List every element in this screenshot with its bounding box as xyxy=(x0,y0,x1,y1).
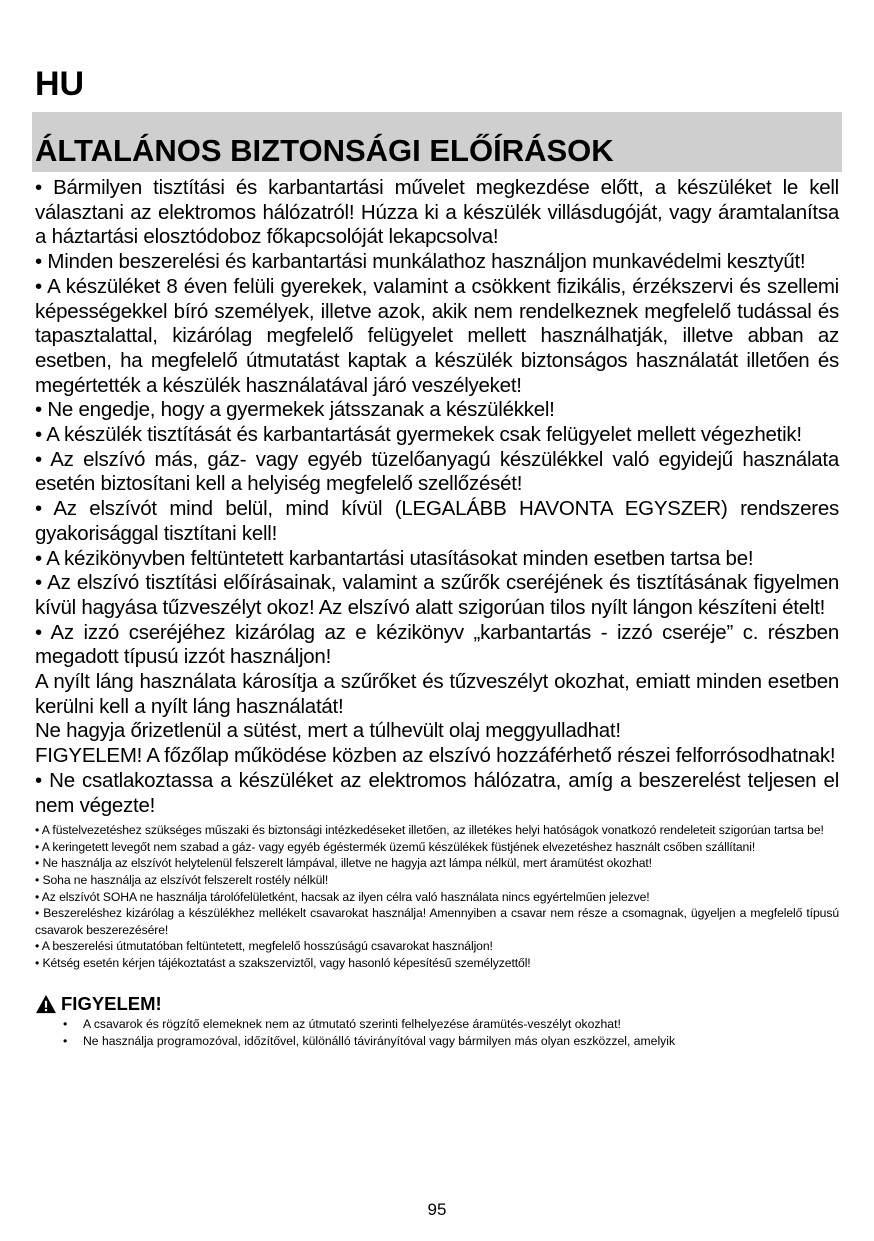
warning-heading: FIGYELEM! xyxy=(61,992,162,1014)
paragraph: • Az elszívó tisztítási előírásainak, valamint a szűrők cseréjének és tisztításának figyelmen kívül hagyása tűzveszélyt okoz! Az elszívó alatt szigorúan tilos nyílt lángon készíteni ételt! xyxy=(35,571,839,619)
small-paragraph: • Soha ne használja az elszívót felszerelt rostély nélkül! xyxy=(35,873,329,888)
small-paragraph: • Kétség esetén kérjen tájékoztatást a szakszerviztől, vagy hasonló képesítésű személyzettől! xyxy=(35,956,531,971)
small-paragraphs xyxy=(35,822,839,971)
section-title: ÁLTALÁNOS BIZTONSÁGI ELŐÍRÁSOK xyxy=(35,133,614,168)
paragraph: • Ne csatlakoztassa a készüléket az elektromos hálózatra, amíg a beszerelést teljesen el nem végezte! xyxy=(35,768,839,817)
small-paragraph: • A keringetett levegőt nem szabad a gáz- vagy egyéb égéstermék üzemű készülékek füstjének elvezetéshez használt csőben szállítani! xyxy=(35,839,756,854)
warning-item-text: A csavarok és rögzítő elemeknek nem az útmutató szerinti felhelyezése áramütés-veszélyt okozhat! xyxy=(83,1016,621,1031)
paragraph: • Az izzó cseréjéhez kizárólag az e kézikönyv „karbantartás - izzó cseréje” c. részben megadott típusú izzót használjon! xyxy=(35,620,839,669)
paragraph: • Az elszívó más, gáz- vagy egyéb tüzelőanyagú készülékkel való egyidejű használata esetén biztosítani kell a helyiség megfelelő szellőzését! xyxy=(35,447,839,496)
page-number: 95 xyxy=(427,1200,447,1219)
paragraph: FIGYELEM! A főzőlap működése közben az elszívó hozzáférhető részei felforrósodhatnak! xyxy=(35,744,836,768)
paragraph: • Minden beszerelési és karbantartási munkálathoz használjon munkavédelmi kesztyűt! xyxy=(35,250,806,274)
bullet: • xyxy=(63,1016,68,1031)
small-paragraph: • Az elszívót SOHA ne használja tárolófelületként, hacsak az ilyen célra való használata nincs egyértelműen jelezve! xyxy=(35,889,650,904)
paragraph: • A kézikönyvben feltüntetett karbantartási utasításokat minden esetben tartsa be! xyxy=(35,546,754,570)
bullet: • xyxy=(63,1034,68,1049)
warning-triangle-icon xyxy=(35,994,57,1014)
small-paragraph: • A beszerelési útmutatóban feltüntetett, megfelelő hosszúságú csavarokat használjon! xyxy=(35,939,493,954)
paragraph: • A készülék tisztítását és karbantartását gyermekek csak felügyelet mellett végezhetik! xyxy=(35,423,802,447)
paragraph: • A készüléket 8 éven felüli gyerekek, valamint a csökkent fizikális, érzékszervi és szellemi képességekkel bíró személyek, illetve azok, akik nem rendelkeznek megfelelő tudással és tapasztalattal, kizárólag megfelelő felügyelet mellett használhatják, illetve abban az esetben, ha megfelelő útmutatást kaptak a készülék biztonságos használatát illetően és megértették a készülék használatával járó veszélyeket! xyxy=(35,274,839,397)
paragraph: • Ne engedje, hogy a gyermekek játsszanak a készülékkel! xyxy=(35,398,555,422)
warning-list xyxy=(35,1016,839,1051)
paragraph: Ne hagyja őrizetlenül a sütést, mert a túlhevült olaj meggyulladhat! xyxy=(35,719,621,743)
warning-heading-row xyxy=(35,992,839,1016)
large-paragraphs xyxy=(35,176,839,818)
warning-list-item xyxy=(35,1016,839,1034)
paragraph: • Az elszívót mind belül, mind kívül (LEGALÁBB HAVONTA EGYSZER) rendszeres gyakorisággal tisztítani kell! xyxy=(35,497,839,545)
language-code: HU xyxy=(35,65,85,103)
paragraph: • Bármilyen tisztítási és karbantartási művelet megkezdése előtt, a készüléket le kell választani az elektromos hálózatról! Húzza ki a készülék villásdugóját, vagy áramtalanítsa a háztartási elosztódoboz főkapcsolóját lekapcsolva! xyxy=(35,176,839,249)
warning-item-text: Ne használja programozóval, időzítővel, különálló távirányítóval vagy bármilyen más olyan eszközzel, amelyik xyxy=(83,1034,676,1049)
small-paragraph: • Beszereléshez kizárólag a készülékhez mellékelt csavarokat használja! Amennyiben a csavar nem része a csomagnak, ügyeljen a megfelelő típusú csavarok beszerezésére! xyxy=(35,906,839,937)
warning-list-item xyxy=(35,1033,839,1051)
paragraph: A nyílt láng használata károsítja a szűrőket és tűzveszélyt okozhat, emiatt minden esetben kerülni kell a nyílt láng használatát! xyxy=(35,670,839,718)
small-paragraph: • A füstelvezetéshez szükséges műszaki és biztonsági intézkedéseket illetően, az illetékes helyi hatóságok vonatkozó rendeleteit szigorúan tartsa be! xyxy=(35,823,824,838)
document-body xyxy=(35,176,839,1051)
small-paragraph: • Ne használja az elszívót helytelenül felszerelt lámpával, illetve ne hagyja azt lámpa nélkül, mert áramütést okozhat! xyxy=(35,856,652,871)
